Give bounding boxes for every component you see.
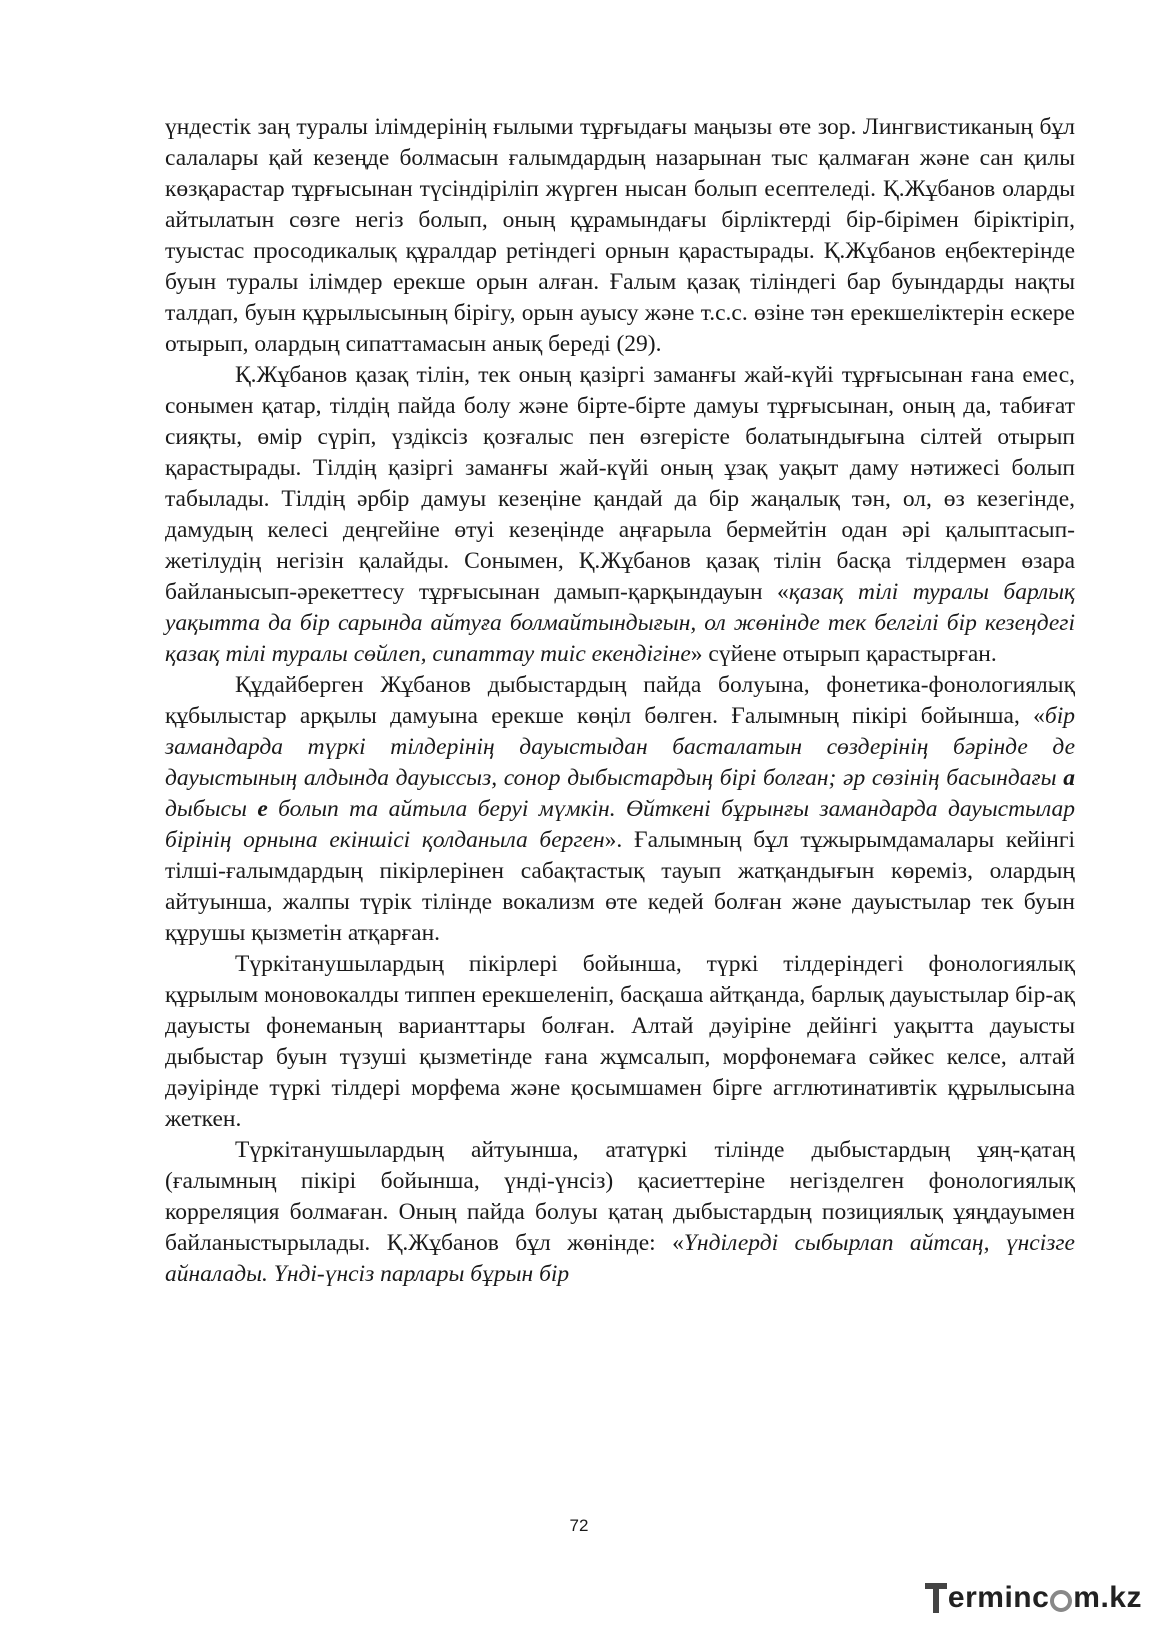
logo-ring-icon [1050, 1590, 1072, 1612]
page-number: 72 [569, 1516, 589, 1535]
italic-quote: дыбысы [165, 796, 258, 822]
italic-quote: бір замандарда түркі тілдерінің дауыстыдан басталатын сөздерінің бәрінде де дауыстының алдында дауыссыз, сонор дыбыстардың бірі болған; әр сөзінің басындағы [165, 703, 1075, 791]
paragraph [165, 360, 1075, 670]
italic-segment [1063, 765, 1075, 791]
document-body [165, 112, 1075, 1290]
paragraph [165, 949, 1075, 1135]
text-segment: ». Ғалымның бұл тұжырымдамалары кейінгі тілші-ғалымдардың пікірлерінен сабақтастық тауып жатқандығын көреміз, олардың айтуынша, жалпы түрік тілінде вокализм өте кедей болған және дауыстылар тек буын құрушы қызметін атқарған. [165, 827, 1075, 946]
paragraph [165, 112, 1075, 360]
italic-segment [257, 796, 267, 822]
logo-text-suffix: m.kz [1073, 1581, 1142, 1614]
termincom-logo [925, 1576, 1142, 1620]
text-segment: Түркітанушылардың пікірлері бойынша, түркі тілдеріндегі фонологиялық құрылым моновокалды типпен ерекшеленіп, басқаша айтқанда, барлық дауыстылар бір-ақ дауысты фонеманың варианттары болған. Алтай дәуіріне дейінгі уақытта дауысты дыбыстар буын түзуші қызметінде ғана жұмсалып, морфонемаға сәйкес келсе, алтай дәуірінде түркі тілдері морфема және қосымшамен бірге агглютинативтік құрылысына жеткен. [165, 951, 1075, 1132]
bold-italic-letter: е [257, 796, 268, 822]
logo-t-icon [925, 1581, 947, 1615]
text-segment: үндестік заң туралы ілімдерінің ғылыми тұрғыдағы маңызы өте зор. Лингвистиканың бұл салалары қай кезеңде болмасын ғалымдардың назарынан тыс қалмаған және сан қилы көзқарастар тұрғысынан түсіндіріліп жүрген нысан болып есептеледі. Қ.Жұбанов оларды айтылатын сөзге негіз болып, оның құрамындағы бірліктерді бір-бірімен біріктіріп, туыстас просодикалық құралдар ретіндегі орнын қарастырады. Қ.Жұбанов еңбектерінде буын туралы ілімдер ерекше орын алған. Ғалым қазақ тіліндегі бар буындарды нақты талдап, буын құрылысының бірігу, орын ауысу және т.с.с. өзіне тән ерекшеліктерін ескере отырып, олардың сипаттамасын анық береді (29). [165, 114, 1075, 357]
italic-quote: болып та айтыла беруі мүмкін. Өйткені бұрынғы замандарда дауыстылар бірінің орнына екіншісі қолданыла берген [165, 796, 1076, 853]
italic-quote: Үнділерді сыбырлап айтсаң, үнсізге айналады. Үнді-үнсіз парлары бұрын бір [165, 1230, 1075, 1287]
text-segment: Құдайберген Жұбанов дыбыстардың пайда болуына, фонетика-фонологиялық құбылыстар арқылы дамуына ерекше көңіл бөлген. Ғалымның пікірі бойынша, « [165, 672, 1075, 729]
paragraph [165, 670, 1075, 949]
italic-quote: қазақ тілі туралы барлық уақытта да бір сарында айтуға болмайтындығын, ол жөнінде тек белгілі бір кезеңдегі қазақ тілі туралы сөйлеп, сипаттау тиіс екендігіне [165, 579, 1075, 667]
text-segment: » сүйене отырып қарастырған. [690, 641, 997, 667]
paragraph [165, 1135, 1075, 1290]
bold-italic-letter: а [1063, 765, 1075, 791]
text-segment: Қ.Жұбанов қазақ тілін, тек оның қазіргі заманғы жай-күйі тұрғысынан ғана емес, сонымен қатар, тілдің пайда болу және бірте-бірте дамуы тұрғысынан, оның да, табиғат сияқты, өмір сүріп, үздіксіз қозғалыс пен өзгерісте болатындығына сілтей отырып қарастырады. Тілдің қазіргі заманғы жай-күйі оның ұзақ уақыт даму нәтижесі болып табылады. Тілдің әрбір дамуы кезеңіне қандай да бір жаңалық тән, ол, өз кезегінде, дамудың келесі деңгейіне өтуі кезеңінде аңғарыла бермейтін одан әрі қалыптасып-жетілудің негізін қалайды. Сонымен, Қ.Жұбанов қазақ тілін басқа тілдермен өзара байланысып-әрекеттесу тұрғысынан дамып-қарқындауын « [165, 362, 1075, 605]
text-segment: Түркітанушылардың айтуынша, ататүркі тілінде дыбыстардың ұяң-қатаң (ғалымның пікірі бойынша, үнді-үнсіз) қасиеттеріне негізделген фонологиялық корреляция болмаған. Оның пайда болуы қатаң дыбыстардың позициялық ұяңдауымен байланыстырылады. Қ.Жұбанов бұл жөнінде: « [165, 1137, 1075, 1256]
logo-text-prefix: erminc [947, 1581, 1050, 1614]
